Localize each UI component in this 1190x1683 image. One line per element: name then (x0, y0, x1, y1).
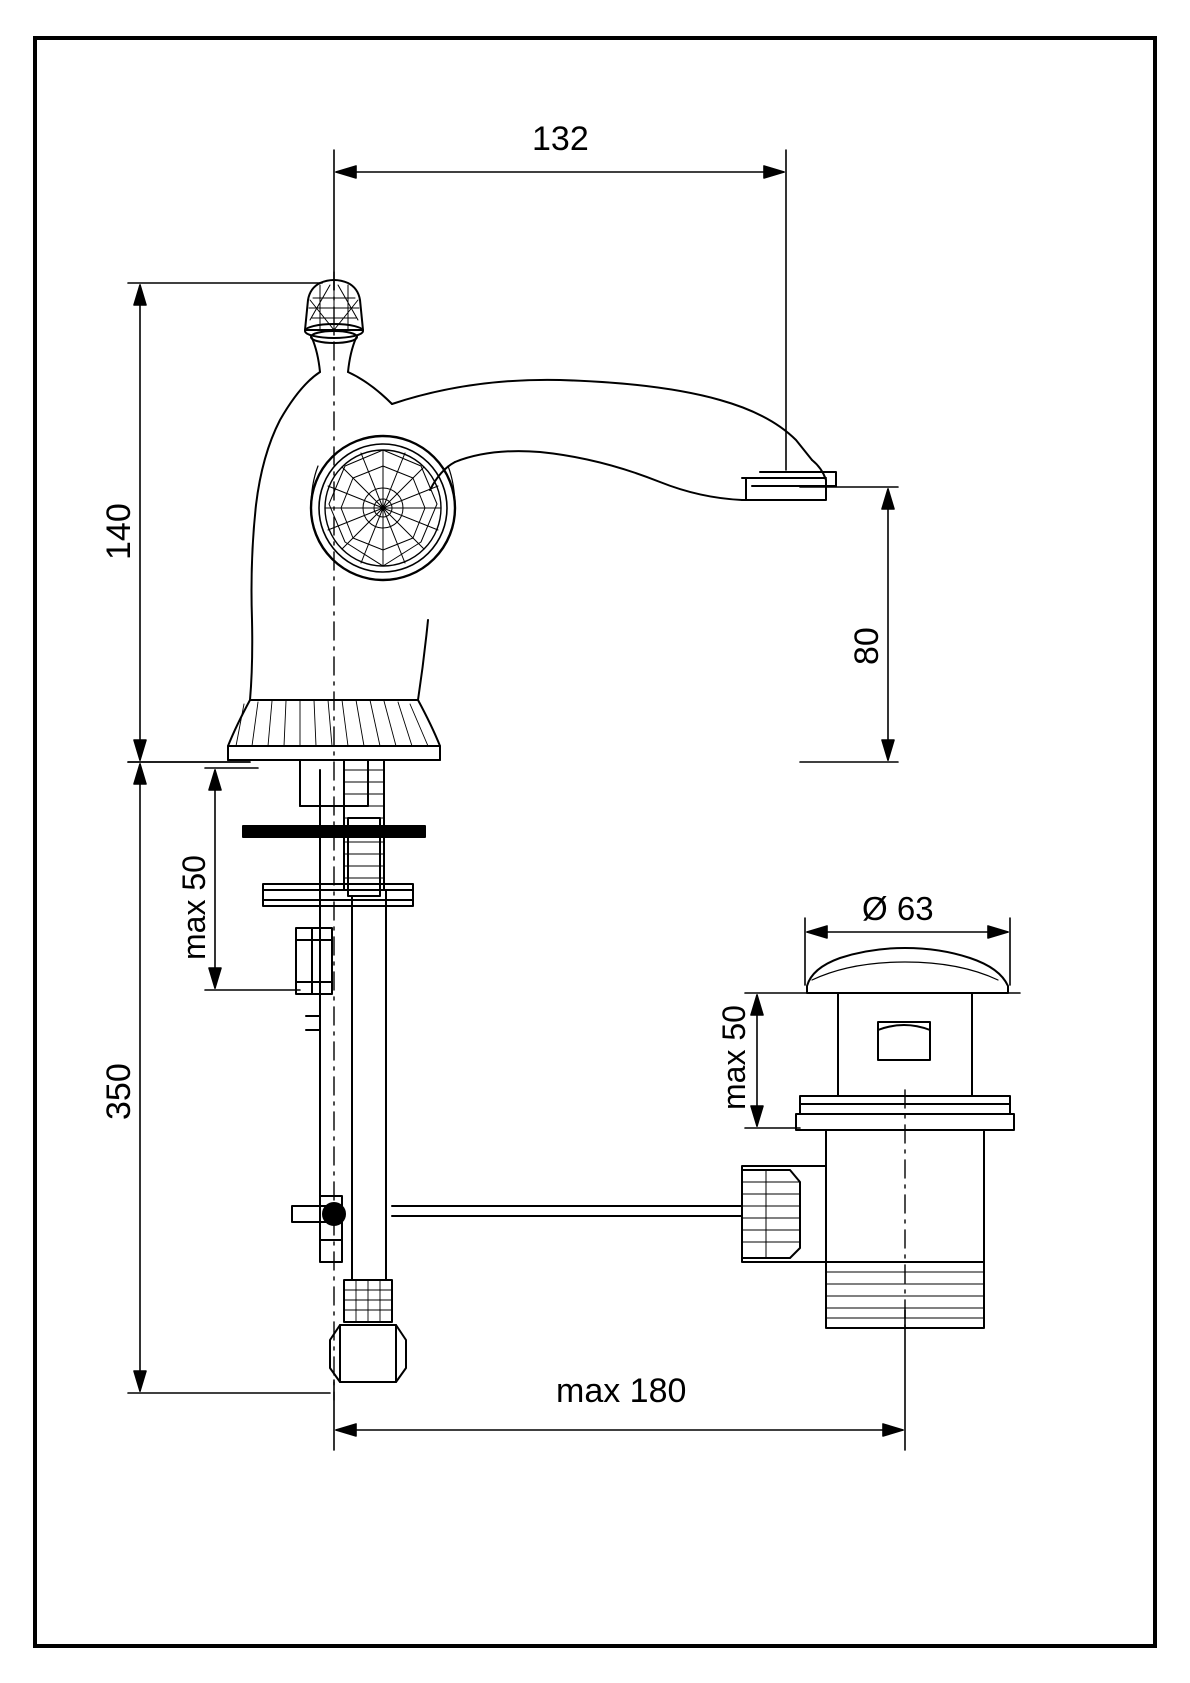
lever-disc (311, 436, 455, 580)
dimension-label-350: 350 (100, 1063, 138, 1120)
flex-hose (306, 770, 406, 1382)
dimension-label-80: 80 (848, 627, 886, 665)
waste-nut (742, 1170, 800, 1258)
dimension-label-max-180: max 180 (556, 1372, 687, 1410)
dimension-label-max-50-tap: max 50 (176, 855, 212, 960)
dimension-label-140: 140 (100, 503, 138, 560)
waste-cap (807, 948, 1008, 993)
dimension-label-diameter-63: Ø 63 (862, 890, 934, 927)
lift-rod (292, 1196, 742, 1262)
dimension-lines (128, 150, 1020, 1450)
tap-body (250, 372, 428, 700)
dimension-label-132: 132 (532, 120, 589, 158)
spout (392, 380, 836, 500)
waste-body (742, 993, 1014, 1328)
dimension-label-max-50-waste: max 50 (716, 1005, 752, 1110)
